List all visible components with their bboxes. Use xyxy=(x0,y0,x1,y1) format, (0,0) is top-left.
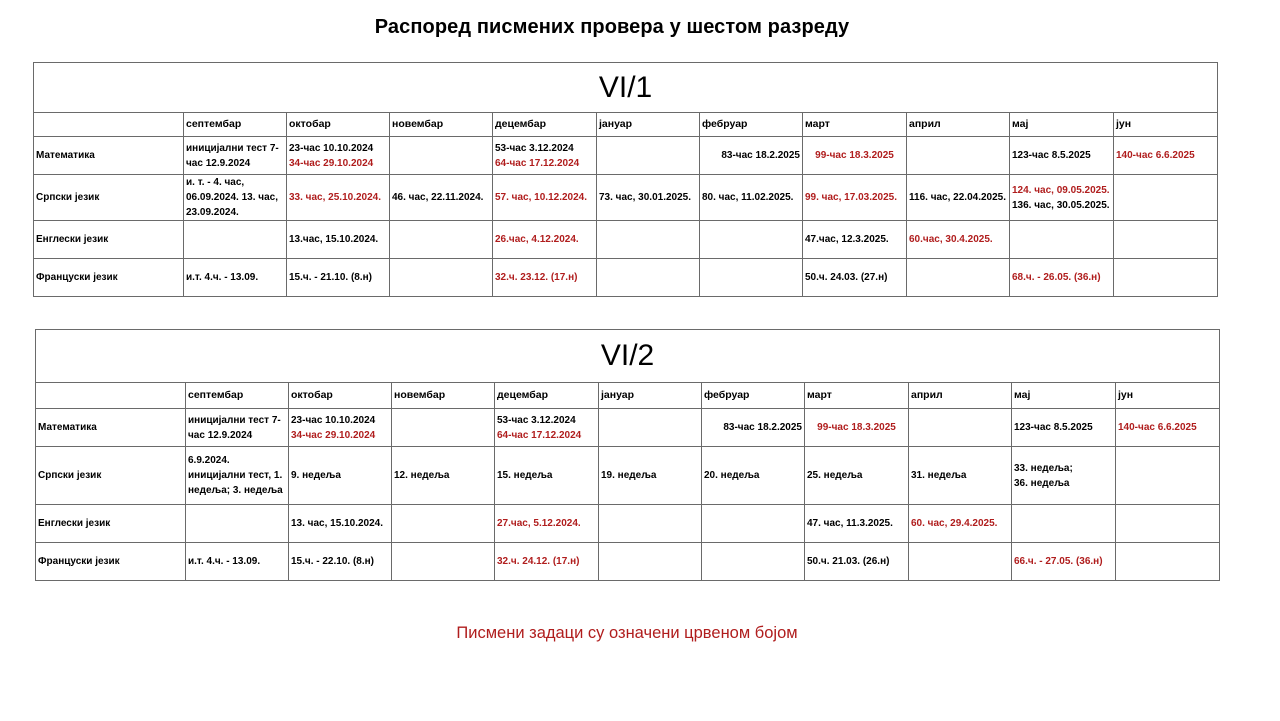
test-entry: 83-час 18.2.2025 xyxy=(723,422,802,433)
written-test-entry: 32.ч. 23.12. (17.н) xyxy=(495,272,578,283)
month-header: фебруар xyxy=(702,383,805,409)
schedule-cell xyxy=(803,137,907,175)
schedule-cell xyxy=(1114,175,1218,221)
written-test-entry: 66.ч. - 27.05. (36.н) xyxy=(1014,556,1103,567)
subject-row-mathematics xyxy=(36,409,1220,447)
schedule-cell xyxy=(289,447,392,505)
test-entry: 136. час, 30.05.2025. xyxy=(1012,199,1110,211)
month-header: април xyxy=(907,113,1010,137)
schedule-cell xyxy=(599,447,702,505)
schedule-cell xyxy=(702,409,805,447)
test-entry: 13. час, 15.10.2024. xyxy=(291,518,383,529)
schedule-cell xyxy=(495,447,599,505)
test-entry: 12. недеља xyxy=(394,470,450,481)
month-header: март xyxy=(803,113,907,137)
written-test-entry: 68.ч. - 26.05. (36.н) xyxy=(1012,272,1101,283)
schedule-cell xyxy=(1116,447,1220,505)
month-header: фебруар xyxy=(700,113,803,137)
subject-label: Енглески језик xyxy=(36,505,186,543)
schedule-cell xyxy=(184,259,287,297)
schedule-cell xyxy=(702,543,805,581)
test-entry: 20. недеља xyxy=(704,470,760,481)
written-test-entry: 32.ч. 24.12. (17.н) xyxy=(497,556,580,567)
schedule-cell xyxy=(1012,543,1116,581)
subject-row-english xyxy=(36,505,1220,543)
test-entry: 80. час, 11.02.2025. xyxy=(702,192,794,203)
schedule-cell xyxy=(392,409,495,447)
written-test-entry: 27.час, 5.12.2024. xyxy=(497,518,581,529)
test-entry: 36. недеља xyxy=(1014,477,1070,489)
schedule-table-vi-2 xyxy=(35,329,1220,581)
written-test-entry: 33. час, 25.10.2024. xyxy=(289,192,381,203)
schedule-table-vi-1 xyxy=(33,62,1218,297)
schedule-cell xyxy=(803,221,907,259)
schedule-cell xyxy=(1010,221,1114,259)
schedule-cell xyxy=(390,175,493,221)
schedule-cell xyxy=(186,543,289,581)
test-entry: 15.ч. - 22.10. (8.н) xyxy=(291,556,374,567)
schedule-cell xyxy=(907,175,1010,221)
subject-row-serbian xyxy=(36,447,1220,505)
schedule-cell xyxy=(495,543,599,581)
test-entry: 15. недеља xyxy=(497,470,553,481)
schedule-cell xyxy=(289,409,392,447)
schedule-cell xyxy=(597,175,700,221)
written-test-entry: 64-час 17.12.2024 xyxy=(495,157,580,169)
test-entry: и. т. - 4. час, 06.09.2024. 13. час, 23.09.2024. xyxy=(186,177,278,218)
schedule-cell xyxy=(392,543,495,581)
written-test-entry: 60.час, 30.4.2025. xyxy=(909,234,993,245)
schedule-cell xyxy=(1012,447,1116,505)
page-title: Распоред писмених провера у шестом разреду xyxy=(374,16,850,38)
schedule-cell xyxy=(493,259,597,297)
month-header: децембар xyxy=(493,113,597,137)
schedule-cell xyxy=(700,137,803,175)
class-title: VI/1 xyxy=(34,63,1218,113)
schedule-cell xyxy=(1114,137,1218,175)
schedule-cell xyxy=(289,543,392,581)
test-entry: 46. час, 22.11.2024. xyxy=(392,192,484,203)
month-header: новембар xyxy=(390,113,493,137)
test-entry: 31. недеља xyxy=(911,470,967,481)
schedule-cell xyxy=(287,137,390,175)
test-entry: 25. недеља xyxy=(807,470,863,481)
month-header: септембар xyxy=(184,113,287,137)
written-test-entry: 26.час, 4.12.2024. xyxy=(495,234,579,245)
schedule-cell xyxy=(186,409,289,447)
class-title: VI/2 xyxy=(36,330,1220,383)
written-test-entry: 34-час 29.10.2024 xyxy=(289,157,374,169)
schedule-cell xyxy=(390,221,493,259)
schedule-cell xyxy=(700,221,803,259)
test-entry: 73. час, 30.01.2025. xyxy=(599,192,691,203)
schedule-cell xyxy=(1010,175,1114,221)
written-test-entry: 140-час 6.6.2025 xyxy=(1116,150,1195,161)
schedule-cell xyxy=(1010,259,1114,297)
month-header: јун xyxy=(1114,113,1218,137)
schedule-cell xyxy=(803,175,907,221)
month-header: мај xyxy=(1012,383,1116,409)
schedule-cell xyxy=(702,505,805,543)
schedule-cell xyxy=(599,543,702,581)
schedule-cell xyxy=(909,505,1012,543)
written-test-entry: 34-час 29.10.2024 xyxy=(291,429,376,441)
schedule-cell xyxy=(597,137,700,175)
schedule-cell xyxy=(390,137,493,175)
subject-label: Српски језик xyxy=(34,175,184,221)
test-entry: 19. недеља xyxy=(601,470,657,481)
schedule-cell xyxy=(392,447,495,505)
schedule-cell xyxy=(1012,409,1116,447)
schedule-cell xyxy=(909,409,1012,447)
month-header: септембар xyxy=(186,383,289,409)
schedule-cell xyxy=(493,175,597,221)
test-entry: и.т. 4.ч. - 13.09. xyxy=(188,556,261,567)
subject-label: Српски језик xyxy=(36,447,186,505)
test-entry: 50.ч. 21.03. (26.н) xyxy=(807,556,890,567)
schedule-cell xyxy=(909,447,1012,505)
schedule-cell xyxy=(1114,259,1218,297)
schedule-cell xyxy=(805,447,909,505)
header-corner-cell xyxy=(36,383,186,409)
schedule-cell xyxy=(599,505,702,543)
month-header: мај xyxy=(1010,113,1114,137)
schedule-cell xyxy=(287,175,390,221)
schedule-cell xyxy=(907,259,1010,297)
test-entry: 53-час 3.12.2024 xyxy=(495,142,574,154)
test-entry: 83-час 18.2.2025 xyxy=(721,150,800,161)
schedule-cell xyxy=(1116,409,1220,447)
written-test-entry: 64-час 17.12.2024 xyxy=(497,429,582,441)
schedule-cell xyxy=(186,447,289,505)
schedule-cell xyxy=(287,259,390,297)
test-entry: 47. час, 11.3.2025. xyxy=(807,518,893,529)
schedule-cell xyxy=(805,409,909,447)
written-test-entry: 124. час, 09.05.2025. xyxy=(1012,184,1110,196)
subject-label: Француски језик xyxy=(34,259,184,297)
test-entry: иницијални тест 7-час 12.9.2024 xyxy=(186,142,279,169)
test-entry: иницијални тест 7-час 12.9.2024 xyxy=(188,414,281,441)
schedule-cell xyxy=(493,137,597,175)
schedule-cell xyxy=(700,175,803,221)
month-header: октобар xyxy=(287,113,390,137)
schedule-cell xyxy=(1116,505,1220,543)
written-test-entry: 99-час 18.3.2025 xyxy=(815,150,894,161)
schedule-cell xyxy=(700,259,803,297)
subject-row-french xyxy=(36,543,1220,581)
schedule-cell xyxy=(495,505,599,543)
schedule-cell xyxy=(493,221,597,259)
month-header: март xyxy=(805,383,909,409)
schedule-cell xyxy=(1010,137,1114,175)
schedule-cell xyxy=(803,259,907,297)
test-entry: и.т. 4.ч. - 13.09. xyxy=(186,272,259,283)
test-entry: 123-час 8.5.2025 xyxy=(1014,422,1093,433)
test-entry: 23-час 10.10.2024 xyxy=(289,142,374,154)
subject-row-serbian xyxy=(34,175,1218,221)
subject-row-french xyxy=(34,259,1218,297)
written-test-entry: 99. час, 17.03.2025. xyxy=(805,192,897,203)
schedule-cell xyxy=(1114,221,1218,259)
schedule-cell xyxy=(184,137,287,175)
schedule-cell xyxy=(599,409,702,447)
schedule-cell xyxy=(907,137,1010,175)
schedule-cell xyxy=(184,221,287,259)
test-entry: 13.час, 15.10.2024. xyxy=(289,234,379,245)
test-entry: 33. недеља; xyxy=(1014,462,1073,474)
subject-label: Француски језик xyxy=(36,543,186,581)
subject-label: Енглески језик xyxy=(34,221,184,259)
month-header: новембар xyxy=(392,383,495,409)
schedule-cell xyxy=(909,543,1012,581)
schedule-cell xyxy=(597,259,700,297)
schedule-cell xyxy=(702,447,805,505)
test-entry: 47.час, 12.3.2025. xyxy=(805,234,889,245)
schedule-cell xyxy=(289,505,392,543)
written-test-entry: 60. час, 29.4.2025. xyxy=(911,518,998,529)
schedule-cell xyxy=(907,221,1010,259)
written-test-entry: 140-час 6.6.2025 xyxy=(1118,422,1197,433)
test-entry: 123-час 8.5.2025 xyxy=(1012,150,1091,161)
schedule-cell xyxy=(597,221,700,259)
schedule-cell xyxy=(186,505,289,543)
schedule-cell xyxy=(495,409,599,447)
month-header: децембар xyxy=(495,383,599,409)
month-header: октобар xyxy=(289,383,392,409)
test-entry: 50.ч. 24.03. (27.н) xyxy=(805,272,888,283)
month-header: април xyxy=(909,383,1012,409)
schedule-cell xyxy=(1116,543,1220,581)
test-entry: 116. час, 22.04.2025. xyxy=(909,192,1007,203)
written-test-entry: 99-час 18.3.2025 xyxy=(817,422,896,433)
test-entry: 53-час 3.12.2024 xyxy=(497,414,576,426)
test-entry: 6.9.2024. иницијални тест, 1. недеља; 3. недеља xyxy=(188,455,283,496)
header-corner-cell xyxy=(34,113,184,137)
test-entry: 15.ч. - 21.10. (8.н) xyxy=(289,272,372,283)
month-header: јануар xyxy=(597,113,700,137)
legend-note: Писмени задаци су означени црвеном бојом xyxy=(456,624,798,642)
test-entry: 23-час 10.10.2024 xyxy=(291,414,376,426)
subject-label: Математика xyxy=(34,137,184,175)
subject-label: Математика xyxy=(36,409,186,447)
schedule-cell xyxy=(390,259,493,297)
subject-row-english xyxy=(34,221,1218,259)
subject-row-mathematics xyxy=(34,137,1218,175)
month-header: јун xyxy=(1116,383,1220,409)
schedule-cell xyxy=(287,221,390,259)
test-entry: 9. недеља xyxy=(291,470,341,481)
schedule-cell xyxy=(805,505,909,543)
schedule-cell xyxy=(1012,505,1116,543)
month-header: јануар xyxy=(599,383,702,409)
written-test-entry: 57. час, 10.12.2024. xyxy=(495,192,587,203)
schedule-cell xyxy=(805,543,909,581)
schedule-cell xyxy=(392,505,495,543)
schedule-cell xyxy=(184,175,287,221)
